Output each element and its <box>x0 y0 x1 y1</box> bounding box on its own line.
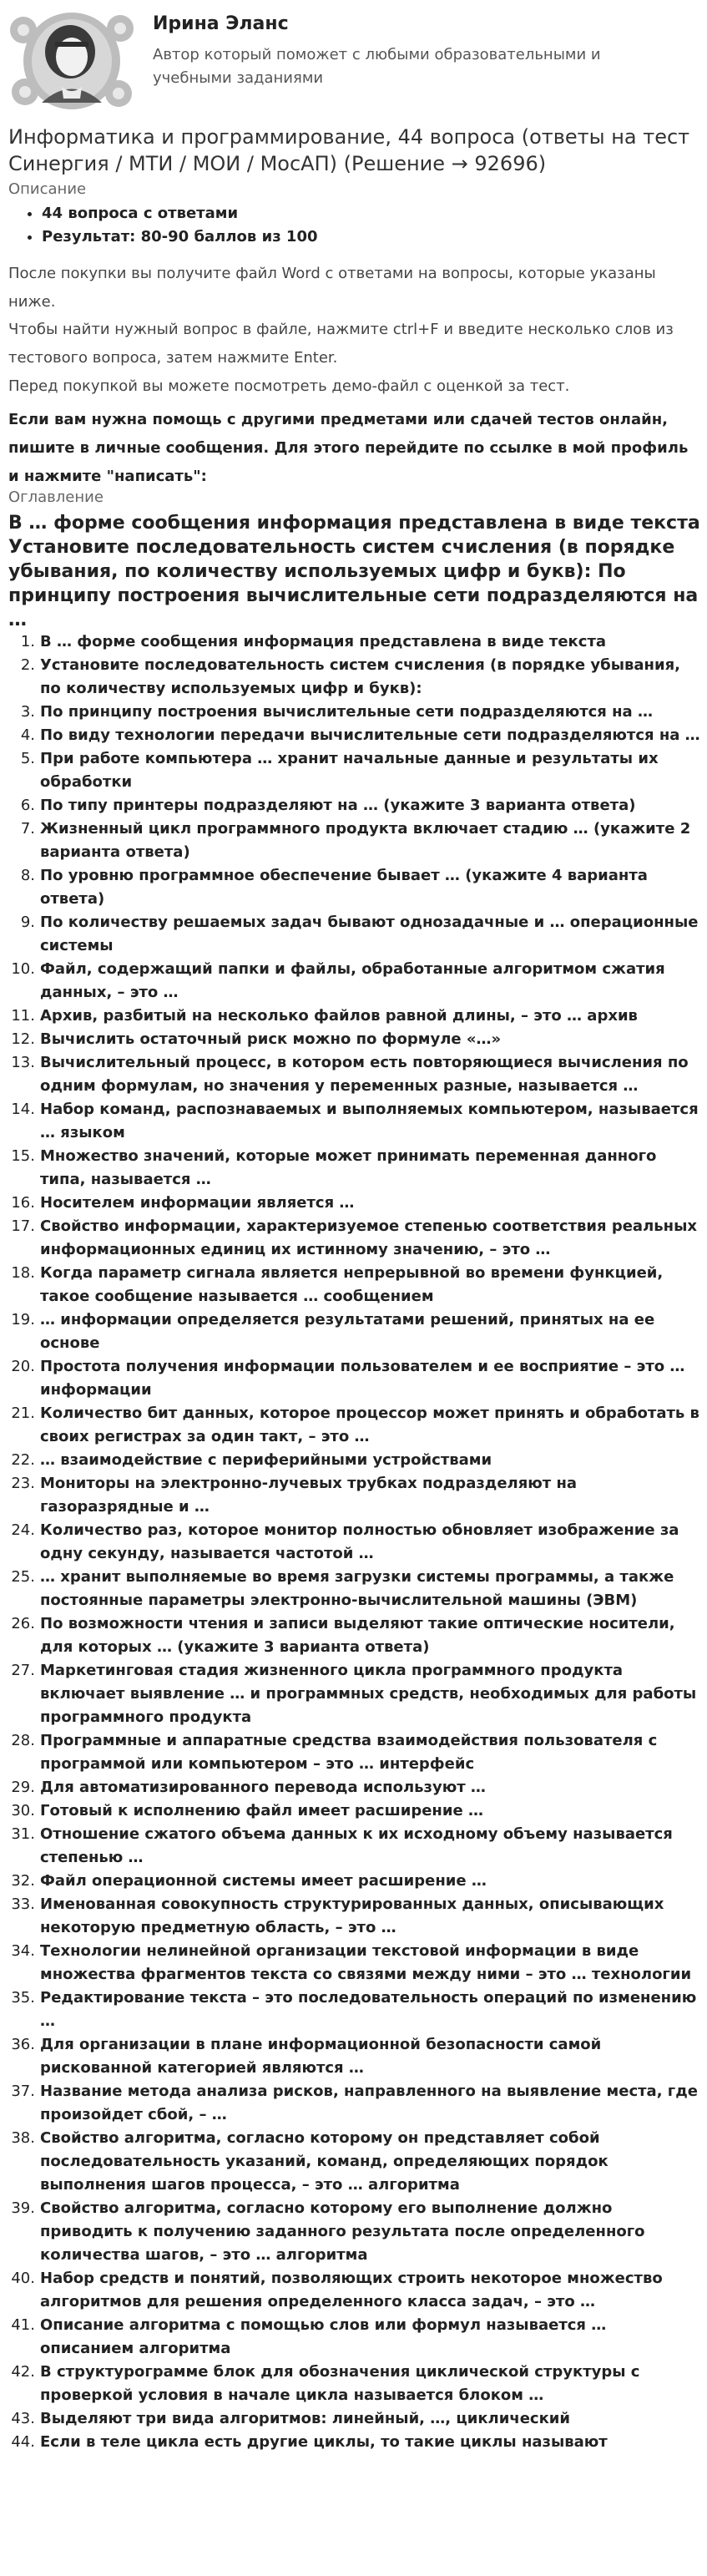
question-item <box>8 1005 701 1028</box>
question-text: Свойство алгоритма, согласно которому его выполнение должно приводить к получению заданного результата после определенного количества шагов, – это … алгоритма <box>40 2199 645 2264</box>
question-number: 31. <box>11 1825 35 1843</box>
question-item <box>8 1449 701 1472</box>
question-item <box>8 1472 701 1519</box>
help-paragraph: Если вам нужна помощь с другими предметами или сдачей тестов онлайн, пишите в личные сообщения. Для этого перейдите по ссылке в мой профиль и нажмите "написать": <box>8 411 689 485</box>
question-number: 12. <box>11 1030 35 1048</box>
question-number: 4. <box>20 726 35 744</box>
question-number: 28. <box>11 1732 35 1749</box>
question-text: Именованная совокупность структурированных данных, описывающих некоторую предметную область, – это … <box>40 1895 664 1936</box>
question-text: Мониторы на электронно-лучевых трубках подразделяют на газоразрядные и … <box>40 1475 578 1516</box>
feature-list <box>42 202 318 249</box>
question-text: Редактирование текста – это последовательность операций по изменению … <box>40 1989 697 2030</box>
question-number: 30. <box>11 1802 35 1819</box>
question-list <box>8 630 701 2454</box>
demo-file-paragraph: Перед покупкой вы можете посмотреть демо-файл с оценкой за тест. <box>8 377 570 395</box>
question-text: … информации определяется результатами решений, принятых на ее основе <box>40 1311 655 1352</box>
question-item <box>8 747 701 794</box>
question-item <box>8 1145 701 1192</box>
question-item <box>8 1893 701 1940</box>
question-item <box>8 1192 701 1215</box>
question-item <box>8 1823 701 1870</box>
question-number: 38. <box>11 2129 35 2147</box>
question-text: Файл, содержащий папки и файлы, обработанные алгоритмом сжатия данных, – это … <box>40 960 665 1001</box>
question-number: 2. <box>20 656 35 674</box>
question-text: Количество раз, которое монитор полностью обновляет изображение за одну секунду, называется частотой … <box>40 1521 679 1562</box>
question-item <box>8 2361 701 2407</box>
question-number: 32. <box>11 1872 35 1890</box>
product-title: Информатика и программирование, 44 вопроса (ответы на тест Синергия / МТИ / МОИ / МосАП) (Решение → 92696) <box>8 125 690 175</box>
question-number: 20. <box>11 1358 35 1375</box>
question-text: Маркетинговая стадия жизненного цикла программного продукта включает выявление … и программных средств, необходимых для работы программного продукта <box>40 1662 697 1726</box>
question-number: 35. <box>11 1989 35 2007</box>
question-item <box>8 654 701 701</box>
question-item <box>8 911 701 958</box>
question-item <box>8 2033 701 2080</box>
purchase-info-paragraph: После покупки вы получите файл Word с ответами на вопросы, которые указаны ниже. <box>8 265 656 311</box>
question-text: По количеству решаемых задач бывают однозадачные и … операционные системы <box>40 913 699 954</box>
question-item <box>8 1776 701 1799</box>
question-item <box>8 958 701 1005</box>
question-number: 42. <box>11 2363 35 2381</box>
question-text: Программные и аппаратные средства взаимодействия пользователя с программой или компьютером – это … интерфейс <box>40 1732 658 1773</box>
question-number: 14. <box>11 1101 35 1118</box>
question-number: 37. <box>11 2083 35 2100</box>
question-number: 41. <box>11 2316 35 2334</box>
question-text: Отношение сжатого объема данных к их исходному объему называется степенью … <box>40 1825 673 1866</box>
question-number: 15. <box>11 1147 35 1165</box>
question-number: 10. <box>11 960 35 978</box>
question-number: 9. <box>20 913 35 931</box>
question-item <box>8 1659 701 1729</box>
question-item <box>8 1355 701 1402</box>
question-item <box>8 2080 701 2127</box>
question-number: 34. <box>11 1942 35 1960</box>
question-item <box>8 1262 701 1308</box>
question-item <box>8 701 701 724</box>
question-text: Множество значений, которые может принимать переменная данного типа, называется … <box>40 1147 657 1188</box>
question-item <box>8 2267 701 2314</box>
question-text: Носителем информации является … <box>40 1194 355 1212</box>
question-number: 5. <box>20 750 35 767</box>
question-text: Когда параметр сигнала является непрерывной во времени функцией, такое сообщение называется … сообщением <box>40 1264 664 1305</box>
question-text: Название метода анализа рисков, направленного на выявление места, где произойдет сбой, – … <box>40 2083 698 2123</box>
question-item <box>8 1870 701 1893</box>
question-text: По уровню программное обеспечение бывает … (укажите 4 варианта ответа) <box>40 867 648 908</box>
question-text: Для организации в плане информационной безопасности самой рискованной категорией являются … <box>40 2036 602 2077</box>
question-text: Описание алгоритма с помощью слов или формул называется … описанием алгоритма <box>40 2316 607 2357</box>
question-item <box>8 1612 701 1659</box>
question-text: Вычислительный процесс, в котором есть повторяющиеся вычисления по одним формулам, но значения у переменных разные, называется … <box>40 1054 689 1095</box>
question-text: Установите последовательность систем счисления (в порядке убывания, по количеству используемых цифр и букв): <box>40 656 680 697</box>
question-text: Жизненный цикл программного продукта включает стадию … (укажите 2 варианта ответа) <box>40 820 691 861</box>
question-number: 3. <box>20 703 35 721</box>
question-text: Набор средств и понятий, позволяющих строить некоторое множество алгоритмов для решения определенного класса задач, – это … <box>40 2270 663 2310</box>
question-item <box>8 1940 701 1986</box>
question-item <box>8 2431 701 2454</box>
question-number: 24. <box>11 1521 35 1539</box>
question-number: 44. <box>11 2433 35 2451</box>
question-number: 23. <box>11 1475 35 1492</box>
question-text: Для автоматизированного перевода используют … <box>40 1779 486 1796</box>
question-number: 17. <box>11 1217 35 1235</box>
question-text: Архив, разбитый на несколько файлов равной длины, – это … архив <box>40 1007 638 1025</box>
question-text: Количество бит данных, которое процессор может принять и обработать в своих регистрах за один такт, – это … <box>40 1404 699 1445</box>
question-number: 1. <box>20 633 35 650</box>
question-text: … взаимодействие с периферийными устройствами <box>40 1451 492 1469</box>
question-text: В структурограмме блок для обозначения циклической структуры с проверкой условия в начале цикла называется блоком … <box>40 2363 640 2404</box>
question-item <box>8 864 701 911</box>
question-item <box>8 2407 701 2431</box>
question-text: По виду технологии передачи вычислительные сети подразделяются на … <box>40 726 700 744</box>
question-item <box>8 1566 701 1612</box>
question-item <box>8 1402 701 1449</box>
question-number: 27. <box>11 1662 35 1679</box>
question-number: 11. <box>11 1007 35 1025</box>
question-text: Вычислить остаточный риск можно по формуле «…» <box>40 1030 502 1048</box>
question-number: 8. <box>20 867 35 884</box>
question-text: Готовый к исполнению файл имеет расширение … <box>40 1802 483 1819</box>
question-number: 7. <box>20 820 35 838</box>
question-item <box>8 1519 701 1566</box>
question-item <box>8 2197 701 2267</box>
question-number: 6. <box>20 797 35 814</box>
description-label: Описание <box>8 180 87 198</box>
question-text: В … форме сообщения информация представлена в виде текста <box>40 633 607 650</box>
question-number: 43. <box>11 2410 35 2427</box>
question-text: Файл операционной системы имеет расширение … <box>40 1872 487 1890</box>
question-number: 18. <box>11 1264 35 1282</box>
toc-headline: В … форме сообщения информация представлена в виде текста Установите последовательность систем счисления (в порядке убывания, по количеству используемых цифр и букв): По принципу построения вычислительные сети подразделяются на … <box>8 513 700 630</box>
author-description: Автор который поможет с любыми образовательными и учебными заданиями <box>153 46 601 87</box>
question-item <box>8 794 701 817</box>
question-text: … хранит выполняемые во время загрузки системы программы, а также постоянные параметры электронно-вычислительной машины (ЭВМ) <box>40 1568 674 1609</box>
question-text: По возможности чтения и записи выделяют такие оптические носители, для которых … (укажите 3 варианта ответа) <box>40 1615 675 1656</box>
question-item <box>8 1986 701 2033</box>
question-number: 13. <box>11 1054 35 1071</box>
author-name[interactable]: Ирина Эланс <box>153 13 289 34</box>
question-number: 19. <box>11 1311 35 1328</box>
feature-item: • Результат: 80-90 баллов из 100 <box>42 225 318 249</box>
question-number: 36. <box>11 2036 35 2053</box>
question-item <box>8 1051 701 1098</box>
question-item <box>8 1799 701 1823</box>
question-number: 40. <box>11 2270 35 2287</box>
question-text: По принципу построения вычислительные сети подразделяются на … <box>40 703 653 721</box>
question-number: 29. <box>11 1779 35 1796</box>
question-text: Если в теле цикла есть другие циклы, то такие циклы называют <box>40 2433 608 2451</box>
toc-label: Оглавление <box>8 488 104 506</box>
question-text: Свойство информации, характеризуемое степенью соответствия реальных информационных единиц их истинному значению, – это … <box>40 1217 697 1258</box>
feature-item: • 44 вопроса с ответами <box>42 202 318 225</box>
question-text: Свойство алгоритма, согласно которому он представляет собой последовательность указаний, команд, определяющих порядок выполнения шагов процесса, – это … алгоритма <box>40 2129 609 2194</box>
question-item <box>8 2314 701 2361</box>
question-item <box>8 1308 701 1355</box>
question-item <box>8 630 701 654</box>
author-avatar[interactable] <box>8 5 135 117</box>
question-item <box>8 724 701 747</box>
question-number: 39. <box>11 2199 35 2217</box>
question-text: Выделяют три вида алгоритмов: линейный, …, циклический <box>40 2410 571 2427</box>
author-header <box>0 0 707 124</box>
question-text: При работе компьютера … хранит начальные данные и результаты их обработки <box>40 750 659 791</box>
question-item <box>8 1215 701 1262</box>
question-item <box>8 1729 701 1776</box>
question-number: 22. <box>11 1451 35 1469</box>
question-number: 21. <box>11 1404 35 1422</box>
question-number: 26. <box>11 1615 35 1632</box>
question-text: Простота получения информации пользователем и ее восприятие – это … информации <box>40 1358 685 1399</box>
question-text: Технологии нелинейной организации текстовой информации в виде множества фрагментов текста со связями между ними – это … технологии <box>40 1942 692 1983</box>
question-number: 25. <box>11 1568 35 1586</box>
question-item <box>8 1098 701 1145</box>
question-number: 16. <box>11 1194 35 1212</box>
search-tip-paragraph: Чтобы найти нужный вопрос в файле, нажмите ctrl+F и введите несколько слов из тестового вопроса, затем нажмите Enter. <box>8 321 674 367</box>
question-number: 33. <box>11 1895 35 1913</box>
question-text: Набор команд, распознаваемых и выполняемых компьютером, называется … языком <box>40 1101 699 1141</box>
question-text: По типу принтеры подразделяют на … (укажите 3 варианта ответа) <box>40 797 636 814</box>
question-item <box>8 1028 701 1051</box>
question-item <box>8 2127 701 2197</box>
question-item <box>8 817 701 864</box>
